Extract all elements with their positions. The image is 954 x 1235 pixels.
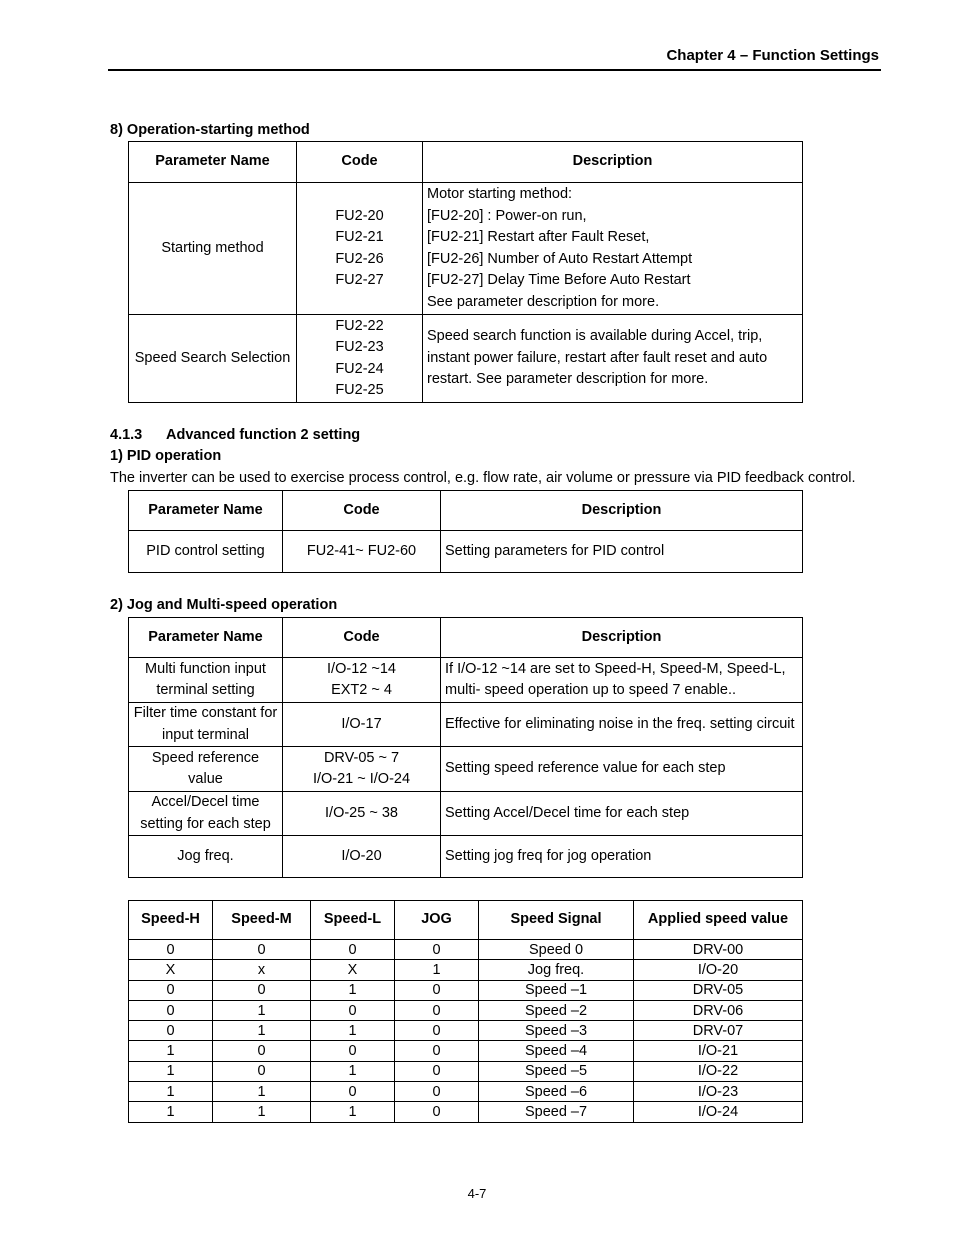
table-header-row bbox=[129, 901, 803, 940]
table-cell: 0 bbox=[311, 940, 395, 960]
table-cell: I/O-21 bbox=[634, 1041, 803, 1061]
column-header: Speed-L bbox=[311, 901, 395, 940]
parameter-code: I/O-25 ~ 38 bbox=[283, 792, 441, 836]
parameter-name: PID control setting bbox=[129, 531, 283, 573]
code-line: EXT2 ~ 4 bbox=[331, 682, 392, 698]
table-row bbox=[129, 1041, 803, 1061]
table-row bbox=[129, 747, 803, 792]
parameter-name bbox=[129, 792, 283, 836]
speed-table-body bbox=[129, 940, 803, 1123]
table-row bbox=[129, 1061, 803, 1081]
column-header: Speed-M bbox=[213, 901, 311, 940]
table-cell: Speed 0 bbox=[479, 940, 634, 960]
column-header: Description bbox=[441, 618, 803, 658]
table-cell: 0 bbox=[395, 940, 479, 960]
column-header: Description bbox=[423, 142, 803, 183]
column-header: Applied speed value bbox=[634, 901, 803, 940]
header-rule bbox=[108, 69, 881, 71]
chapter-title: Chapter 4 – Function Settings bbox=[666, 47, 879, 64]
table-cell: I/O-24 bbox=[634, 1102, 803, 1122]
table-cell: 0 bbox=[311, 1082, 395, 1102]
name-line: terminal setting bbox=[156, 682, 255, 698]
name-line: Accel/Decel time bbox=[151, 794, 260, 810]
table-row bbox=[129, 940, 803, 960]
parameter-description bbox=[423, 315, 803, 403]
table-cell: 0 bbox=[395, 1000, 479, 1020]
table-cell: 1 bbox=[311, 1061, 395, 1081]
column-header: Description bbox=[441, 491, 803, 531]
table-cell: DRV-00 bbox=[634, 940, 803, 960]
table-header-row bbox=[129, 491, 803, 531]
table-cell: 1 bbox=[311, 980, 395, 1000]
name-line: setting for each step bbox=[140, 815, 271, 832]
table-cell: I/O-20 bbox=[634, 960, 803, 980]
parameter-description: Setting speed reference value for each step bbox=[441, 747, 803, 792]
column-header: Code bbox=[283, 618, 441, 658]
code-line: DRV-05 ~ 7 bbox=[323, 749, 400, 766]
code-line: FU2-25 bbox=[335, 382, 384, 398]
table-cell: 0 bbox=[311, 1000, 395, 1020]
column-header: Parameter Name bbox=[129, 142, 297, 183]
table-cell: 1 bbox=[311, 1102, 395, 1122]
code-line: I/O-12 ~14 bbox=[327, 660, 396, 677]
table-row bbox=[129, 658, 803, 703]
column-header: Code bbox=[283, 491, 441, 531]
table-cell: X bbox=[311, 960, 395, 980]
table-cell: 0 bbox=[395, 1041, 479, 1061]
parameter-description: Setting jog freq for jog operation bbox=[441, 836, 803, 878]
parameter-name bbox=[129, 703, 283, 747]
table-cell: 1 bbox=[213, 1000, 311, 1020]
code-line: I/O-21 ~ I/O-24 bbox=[312, 771, 411, 787]
table-row bbox=[129, 836, 803, 878]
table-cell: 0 bbox=[395, 980, 479, 1000]
table-cell: X bbox=[129, 960, 213, 980]
table-row bbox=[129, 1021, 803, 1041]
table-cell: 0 bbox=[129, 1000, 213, 1020]
table-cell: 0 bbox=[213, 980, 311, 1000]
code-line: FU2-23 bbox=[335, 339, 384, 355]
parameter-code bbox=[283, 747, 441, 792]
table-cell: 1 bbox=[213, 1102, 311, 1122]
table-cell: 0 bbox=[213, 940, 311, 960]
table-cell: 0 bbox=[129, 940, 213, 960]
name-line: input terminal bbox=[161, 726, 250, 743]
table-cell: Speed –7 bbox=[479, 1102, 634, 1122]
table-cell: Speed –2 bbox=[479, 1000, 634, 1020]
column-header: JOG bbox=[395, 901, 479, 940]
speed-step-table bbox=[128, 900, 803, 1123]
table-cell: DRV-07 bbox=[634, 1021, 803, 1041]
table-cell: 0 bbox=[395, 1021, 479, 1041]
parameter-code: I/O-17 bbox=[283, 703, 441, 747]
parameter-description bbox=[441, 658, 803, 703]
parameter-description: Setting Accel/Decel time for each step bbox=[441, 792, 803, 836]
table-cell: I/O-23 bbox=[634, 1082, 803, 1102]
table-cell: DRV-05 bbox=[634, 980, 803, 1000]
desc-line: Motor starting method: bbox=[427, 186, 573, 202]
parameter-name: Starting method bbox=[129, 183, 297, 315]
code-line: FU2-20 bbox=[335, 207, 384, 224]
parameter-name: Speed reference value bbox=[129, 747, 283, 792]
desc-line: [FU2-20] : Power-on run, bbox=[427, 207, 587, 224]
table-cell: I/O-22 bbox=[634, 1061, 803, 1081]
table-row bbox=[129, 531, 803, 573]
table-cell: Speed –4 bbox=[479, 1041, 634, 1061]
pid-table bbox=[128, 490, 803, 573]
table-cell: 1 bbox=[129, 1041, 213, 1061]
table-cell: 1 bbox=[213, 1021, 311, 1041]
desc-line: [FU2-27] Delay Time Before Auto Restart bbox=[427, 272, 691, 288]
table-header-row bbox=[129, 142, 803, 183]
parameter-code bbox=[283, 658, 441, 703]
column-header: Speed-H bbox=[129, 901, 213, 940]
desc-line: [FU2-26] Number of Auto Restart Attempt bbox=[427, 250, 693, 267]
table-row bbox=[129, 183, 803, 315]
table-cell: Speed –1 bbox=[479, 980, 634, 1000]
table-cell: 0 bbox=[395, 1102, 479, 1122]
page-number: 4-7 bbox=[467, 1186, 487, 1201]
column-header: Parameter Name bbox=[129, 618, 283, 658]
desc-line: restart. See parameter description for more. bbox=[427, 371, 709, 388]
column-header: Code bbox=[297, 142, 423, 183]
table-cell: x bbox=[213, 960, 311, 980]
parameter-name: Jog freq. bbox=[129, 836, 283, 878]
table-cell: 1 bbox=[129, 1061, 213, 1081]
table-row bbox=[129, 792, 803, 836]
table-cell: 1 bbox=[129, 1082, 213, 1102]
name-line: Filter time constant for bbox=[133, 705, 278, 721]
parameter-name bbox=[129, 658, 283, 703]
table-cell: 1 bbox=[213, 1082, 311, 1102]
table-cell: 0 bbox=[129, 980, 213, 1000]
table-cell: 0 bbox=[129, 1021, 213, 1041]
table-row bbox=[129, 1000, 803, 1020]
table-cell: DRV-06 bbox=[634, 1000, 803, 1020]
table-row bbox=[129, 1082, 803, 1102]
code-line: FU2-24 bbox=[335, 360, 384, 377]
section-title: Advanced function 2 setting bbox=[166, 427, 361, 443]
table-cell: 0 bbox=[213, 1061, 311, 1081]
code-line: FU2-21 bbox=[335, 229, 384, 245]
desc-line: instant power failure, restart after fault reset and auto bbox=[427, 349, 768, 366]
section-number: 4.1.3 bbox=[110, 427, 143, 443]
table-cell: Jog freq. bbox=[479, 960, 634, 980]
parameter-description bbox=[423, 183, 803, 315]
section-heading-operation-starting: 8) Operation-starting method bbox=[110, 122, 310, 138]
table-row bbox=[129, 1102, 803, 1122]
table-cell: Speed –3 bbox=[479, 1021, 634, 1041]
desc-line: Speed search function is available during Accel, trip, bbox=[427, 328, 763, 345]
table-cell: Speed –6 bbox=[479, 1082, 634, 1102]
parameter-description: Setting parameters for PID control bbox=[441, 531, 803, 573]
table-cell: 1 bbox=[129, 1102, 213, 1122]
table-cell: 0 bbox=[395, 1061, 479, 1081]
table-cell: 0 bbox=[395, 1082, 479, 1102]
code-line: FU2-22 bbox=[335, 317, 384, 334]
code-line: FU2-26 bbox=[335, 250, 384, 267]
jog-multispeed-table bbox=[128, 617, 803, 878]
parameter-code bbox=[297, 315, 423, 403]
desc-line: multi- speed operation up to speed 7 enable.. bbox=[445, 682, 737, 698]
parameter-code: FU2-41~ FU2-60 bbox=[283, 531, 441, 573]
table-cell: 0 bbox=[311, 1041, 395, 1061]
operation-starting-table bbox=[128, 141, 803, 403]
parameter-description: Effective for eliminating noise in the freq. setting circuit bbox=[441, 703, 803, 747]
table-header-row bbox=[129, 618, 803, 658]
jog-heading: 2) Jog and Multi-speed operation bbox=[110, 597, 338, 613]
name-line: Multi function input bbox=[145, 660, 266, 677]
table-row bbox=[129, 980, 803, 1000]
pid-heading: 1) PID operation bbox=[110, 448, 222, 464]
table-cell: 0 bbox=[213, 1041, 311, 1061]
column-header: Speed Signal bbox=[479, 901, 634, 940]
table-row bbox=[129, 960, 803, 980]
pid-description: The inverter can be used to exercise process control, e.g. flow rate, air volume or pressure via PID feedback control. bbox=[110, 470, 856, 486]
code-line: FU2-27 bbox=[335, 272, 384, 288]
parameter-code: I/O-20 bbox=[283, 836, 441, 878]
parameter-code bbox=[297, 183, 423, 315]
table-cell: Speed –5 bbox=[479, 1061, 634, 1081]
table-cell: 1 bbox=[311, 1021, 395, 1041]
desc-line: See parameter description for more. bbox=[427, 293, 660, 310]
desc-line: If I/O-12 ~14 are set to Speed-H, Speed-M, Speed-L, bbox=[445, 660, 786, 677]
column-header: Parameter Name bbox=[129, 491, 283, 531]
table-row bbox=[129, 703, 803, 747]
table-cell: 1 bbox=[395, 960, 479, 980]
parameter-name: Speed Search Selection bbox=[129, 315, 297, 403]
desc-line: [FU2-21] Restart after Fault Reset, bbox=[427, 229, 650, 245]
table-row bbox=[129, 315, 803, 403]
